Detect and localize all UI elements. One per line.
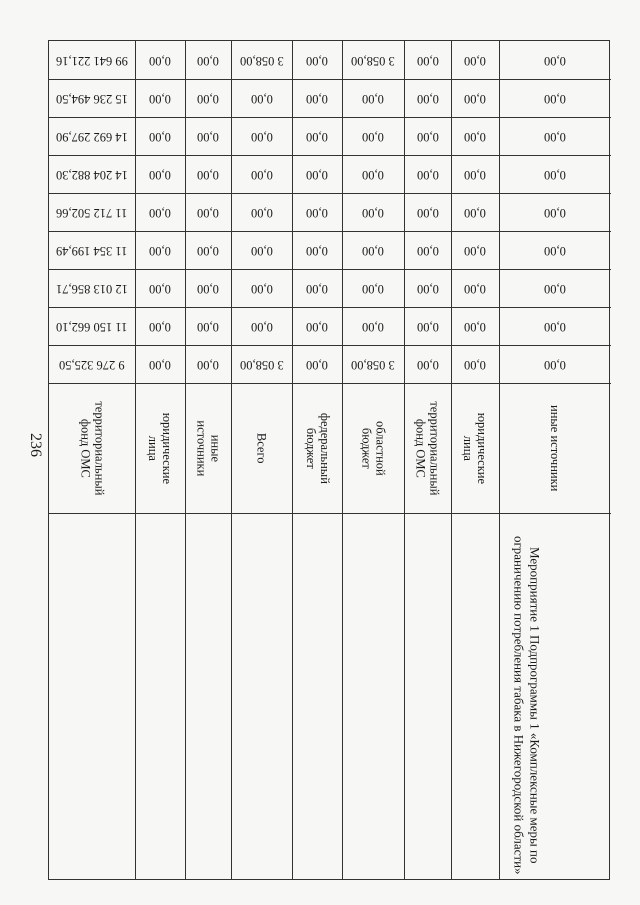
value-text: 0,00	[464, 91, 486, 106]
value-text: 99 641 221,16	[56, 53, 128, 68]
value-text: 0,00	[464, 53, 486, 68]
value-cell	[231, 193, 292, 231]
value-cell	[499, 307, 611, 345]
value-text: 12 013 856,71	[56, 281, 128, 296]
column-label-cell	[292, 383, 342, 513]
value-cell	[404, 193, 451, 231]
column-label-cell	[49, 383, 135, 513]
value-text: 0,00	[416, 243, 439, 258]
value-cell	[499, 41, 611, 79]
column-label: федеральный бюджет	[303, 412, 332, 484]
value-text: 0,00	[149, 167, 171, 182]
column-label: Всего	[254, 432, 269, 464]
value-text: 11 150 662,10	[56, 319, 128, 334]
value-cell	[135, 41, 185, 79]
value-text: 0,00	[197, 281, 219, 296]
value-cell	[499, 79, 611, 117]
column-label: иные источники	[194, 420, 223, 476]
value-cell	[342, 345, 404, 383]
column-label-cell	[404, 383, 451, 513]
value-cell	[292, 193, 342, 231]
value-cell	[499, 269, 611, 307]
value-cell	[49, 231, 135, 269]
value-text: 0,00	[464, 205, 486, 220]
value-text: 0,00	[306, 281, 328, 296]
value-cell	[185, 79, 231, 117]
value-cell	[49, 193, 135, 231]
value-cell	[185, 41, 231, 79]
page-number: 236	[27, 433, 44, 457]
value-text: 0,00	[362, 129, 384, 144]
value-text: 0,00	[416, 91, 439, 106]
value-text: 0,00	[416, 281, 439, 296]
value-text: 0,00	[362, 281, 384, 296]
value-text: 9 276 325,50	[59, 357, 125, 372]
value-text: 0,00	[197, 53, 219, 68]
value-text: 0,00	[149, 357, 171, 372]
value-text: 0,00	[362, 167, 384, 182]
value-cell	[231, 307, 292, 345]
value-cell	[185, 155, 231, 193]
value-cell	[231, 345, 292, 383]
value-cell	[185, 193, 231, 231]
column-label-cell	[231, 383, 292, 513]
activity-title-cell	[231, 513, 611, 881]
value-text: 0,00	[250, 319, 273, 334]
value-text: 15 236 494,50	[56, 91, 128, 106]
value-cell	[231, 155, 292, 193]
value-cell	[49, 345, 135, 383]
value-cell	[49, 79, 135, 117]
value-cell	[135, 155, 185, 193]
value-text: 0,00	[544, 243, 566, 258]
value-cell	[135, 269, 185, 307]
value-text: 0,00	[544, 319, 566, 334]
value-cell	[231, 269, 292, 307]
value-cell	[49, 155, 135, 193]
value-text: 0,00	[250, 167, 273, 182]
column-label: территориальный фонд ОМС	[413, 400, 442, 496]
value-cell	[342, 79, 404, 117]
value-text: 0,00	[149, 91, 171, 106]
value-text: 14 692 297,90	[56, 129, 128, 144]
column-label: юридические лица	[146, 412, 175, 484]
value-cell	[404, 307, 451, 345]
value-cell	[49, 307, 135, 345]
value-cell	[135, 307, 185, 345]
value-cell	[451, 231, 499, 269]
value-text: 0,00	[362, 91, 384, 106]
value-text: 0,00	[306, 91, 328, 106]
value-text: 0,00	[416, 129, 439, 144]
value-cell	[404, 79, 451, 117]
value-cell	[185, 269, 231, 307]
value-cell	[404, 117, 451, 155]
value-cell	[185, 307, 231, 345]
value-text: 0,00	[149, 53, 171, 68]
value-cell	[49, 117, 135, 155]
value-cell	[292, 345, 342, 383]
value-cell	[185, 117, 231, 155]
value-cell	[404, 155, 451, 193]
value-text: 0,00	[250, 205, 273, 220]
value-cell	[451, 155, 499, 193]
row-divider	[49, 513, 231, 514]
value-text: 0,00	[362, 319, 384, 334]
value-cell	[231, 117, 292, 155]
value-text: 0,00	[250, 281, 273, 296]
value-cell	[342, 231, 404, 269]
value-cell	[342, 193, 404, 231]
column-label-cell	[342, 383, 404, 513]
value-text: 0,00	[464, 281, 486, 296]
value-text: 0,00	[306, 205, 328, 220]
value-cell	[499, 193, 611, 231]
value-text: 0,00	[544, 167, 566, 182]
budget-table	[48, 40, 610, 880]
value-text: 11 354 199,49	[56, 243, 128, 258]
value-text: 0,00	[306, 357, 328, 372]
value-text: 0,00	[544, 281, 566, 296]
value-cell	[342, 41, 404, 79]
value-text: 0,00	[362, 243, 384, 258]
value-cell	[499, 155, 611, 193]
value-cell	[231, 231, 292, 269]
value-text: 0,00	[544, 91, 566, 106]
value-cell	[499, 345, 611, 383]
value-cell	[135, 345, 185, 383]
column-label: юридические лица	[461, 412, 490, 484]
value-cell	[451, 345, 499, 383]
value-text: 0,00	[197, 319, 219, 334]
activity-title: Мероприятие 1 Подпрограммы 1 «Комплексные меры по ограничению потребления табака в Нижегородской области»	[511, 535, 543, 875]
value-text: 3 058,00	[239, 357, 284, 372]
value-text: 0,00	[149, 319, 171, 334]
value-text: 0,00	[149, 129, 171, 144]
value-text: 3 058,00	[351, 53, 395, 68]
value-cell	[451, 41, 499, 79]
value-cell	[292, 79, 342, 117]
value-cell	[451, 193, 499, 231]
value-text: 0,00	[250, 91, 273, 106]
value-text: 14 204 882,30	[56, 167, 128, 182]
value-cell	[135, 231, 185, 269]
value-text: 0,00	[197, 357, 219, 372]
value-text: 0,00	[416, 357, 439, 372]
value-cell	[342, 269, 404, 307]
column-label: областной бюджет	[359, 420, 388, 476]
value-text: 0,00	[197, 91, 219, 106]
value-cell	[231, 79, 292, 117]
value-text: 0,00	[197, 205, 219, 220]
value-text: 0,00	[306, 129, 328, 144]
value-cell	[451, 307, 499, 345]
value-text: 3 058,00	[239, 53, 284, 68]
value-text: 0,00	[149, 205, 171, 220]
value-cell	[404, 269, 451, 307]
value-text: 0,00	[197, 129, 219, 144]
column-label: территориальный фонд ОМС	[78, 400, 107, 496]
value-text: 0,00	[416, 205, 439, 220]
value-cell	[342, 307, 404, 345]
value-text: 0,00	[250, 129, 273, 144]
value-text: 3 058,00	[351, 357, 395, 372]
value-cell	[499, 117, 611, 155]
column-label-cell	[185, 383, 231, 513]
value-cell	[292, 231, 342, 269]
value-text: 0,00	[544, 129, 566, 144]
value-cell	[499, 231, 611, 269]
value-cell	[135, 117, 185, 155]
value-cell	[292, 269, 342, 307]
value-text: 11 712 502,66	[56, 205, 128, 220]
value-cell	[185, 231, 231, 269]
value-cell	[451, 269, 499, 307]
value-text: 0,00	[416, 319, 439, 334]
value-cell	[292, 41, 342, 79]
value-text: 0,00	[544, 53, 566, 68]
value-text: 0,00	[306, 319, 328, 334]
column-label-cell	[451, 383, 499, 513]
value-text: 0,00	[416, 53, 439, 68]
value-text: 0,00	[464, 167, 486, 182]
value-cell	[404, 41, 451, 79]
value-cell	[49, 41, 135, 79]
value-text: 0,00	[416, 167, 439, 182]
column-label-cell	[499, 383, 611, 513]
value-cell	[342, 117, 404, 155]
value-cell	[231, 41, 292, 79]
value-cell	[135, 79, 185, 117]
value-cell	[292, 307, 342, 345]
value-text: 0,00	[544, 357, 566, 372]
value-cell	[135, 193, 185, 231]
value-cell	[404, 231, 451, 269]
value-cell	[292, 117, 342, 155]
value-cell	[185, 345, 231, 383]
value-cell	[342, 155, 404, 193]
value-text: 0,00	[197, 167, 219, 182]
value-cell	[404, 345, 451, 383]
value-text: 0,00	[464, 319, 486, 334]
value-cell	[451, 117, 499, 155]
value-text: 0,00	[149, 243, 171, 258]
value-text: 0,00	[306, 167, 328, 182]
value-text: 0,00	[464, 129, 486, 144]
column-label: иные источники	[548, 404, 563, 492]
value-text: 0,00	[306, 243, 328, 258]
value-text: 0,00	[464, 243, 486, 258]
value-text: 0,00	[250, 243, 273, 258]
value-text: 0,00	[544, 205, 566, 220]
value-text: 0,00	[197, 243, 219, 258]
value-text: 0,00	[149, 281, 171, 296]
column-label-cell	[135, 383, 185, 513]
value-text: 0,00	[306, 53, 328, 68]
value-cell	[292, 155, 342, 193]
value-cell	[49, 269, 135, 307]
value-text: 0,00	[464, 357, 486, 372]
value-cell	[451, 79, 499, 117]
value-text: 0,00	[362, 205, 384, 220]
